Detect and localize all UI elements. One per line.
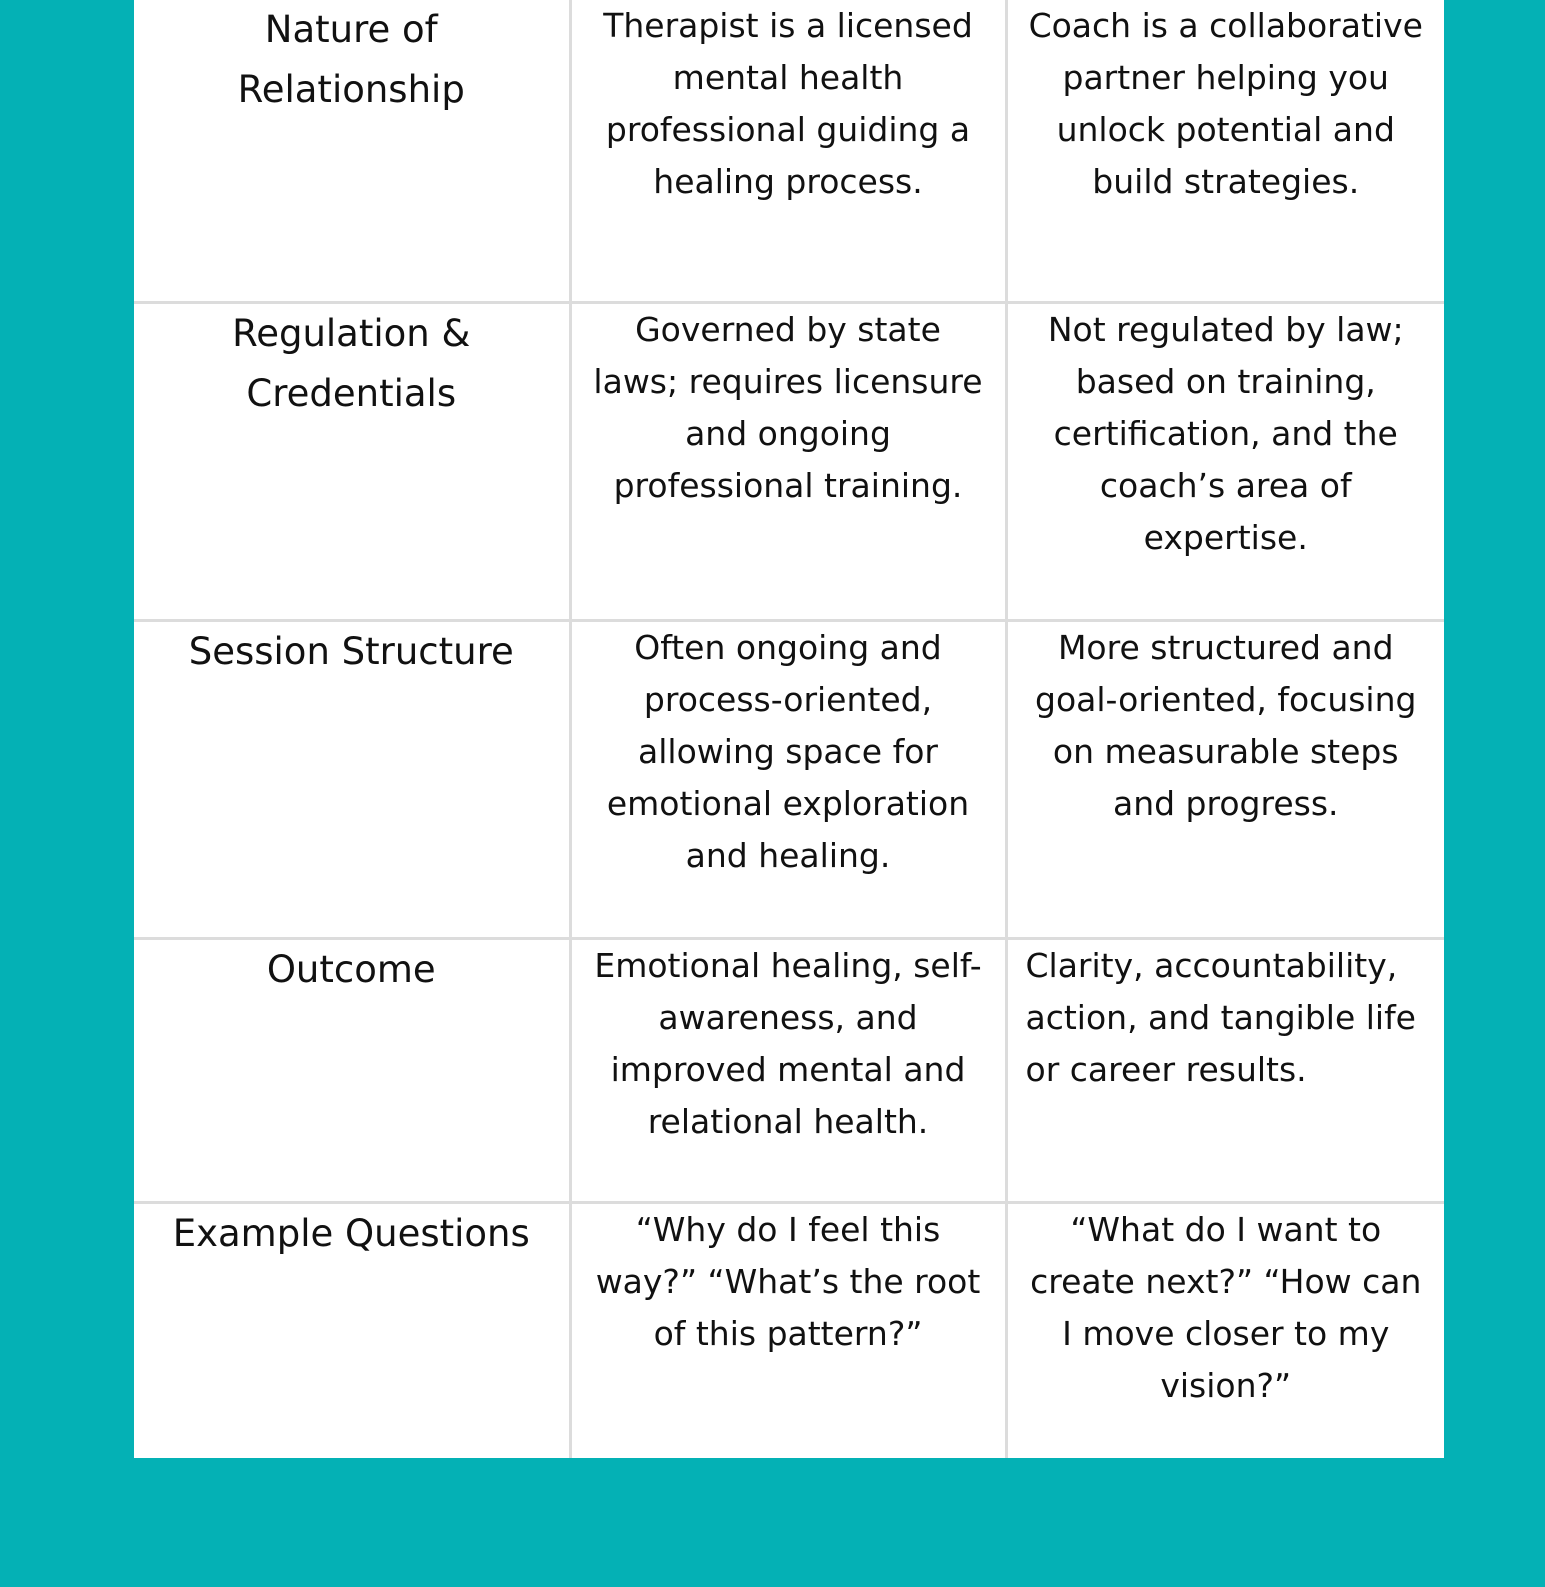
coaching-cell: “What do I want to create next?” “How can I move closer to my vision?” — [1006, 1202, 1444, 1458]
therapy-cell: “Why do I feel this way?” “What’s the root of this pattern?” — [570, 1202, 1006, 1458]
table-row-nature-of-relationship — [134, 0, 1444, 302]
row-label: Nature of Relationship — [134, 0, 570, 302]
therapy-cell: Governed by state laws; requires licensure and ongoing professional training. — [570, 302, 1006, 620]
comparison-table — [134, 0, 1444, 1458]
coaching-cell: Not regulated by law; based on training, certification, and the coach’s area of expertise. — [1006, 302, 1444, 620]
row-label: Example Questions — [134, 1202, 570, 1458]
coaching-cell: Clarity, accountability, action, and tangible life or career results. — [1006, 938, 1444, 1202]
comparison-card — [134, 0, 1444, 1458]
therapy-cell: Emotional healing, self-awareness, and improved mental and relational health. — [570, 938, 1006, 1202]
table-row-regulation-credentials — [134, 302, 1444, 620]
therapy-cell: Often ongoing and process-oriented, allowing space for emotional exploration and healing. — [570, 620, 1006, 938]
coaching-cell: More structured and goal-oriented, focusing on measurable steps and progress. — [1006, 620, 1444, 938]
coaching-cell: Coach is a collaborative partner helping you unlock potential and build strategies. — [1006, 0, 1444, 302]
table-row-session-structure — [134, 620, 1444, 938]
row-label: Outcome — [134, 938, 570, 1202]
table-row-example-questions — [134, 1202, 1444, 1458]
row-label: Regulation & Credentials — [134, 302, 570, 620]
table-row-outcome — [134, 938, 1444, 1202]
therapy-cell: Therapist is a licensed mental health professional guiding a healing process. — [570, 0, 1006, 302]
row-label: Session Structure — [134, 620, 570, 938]
